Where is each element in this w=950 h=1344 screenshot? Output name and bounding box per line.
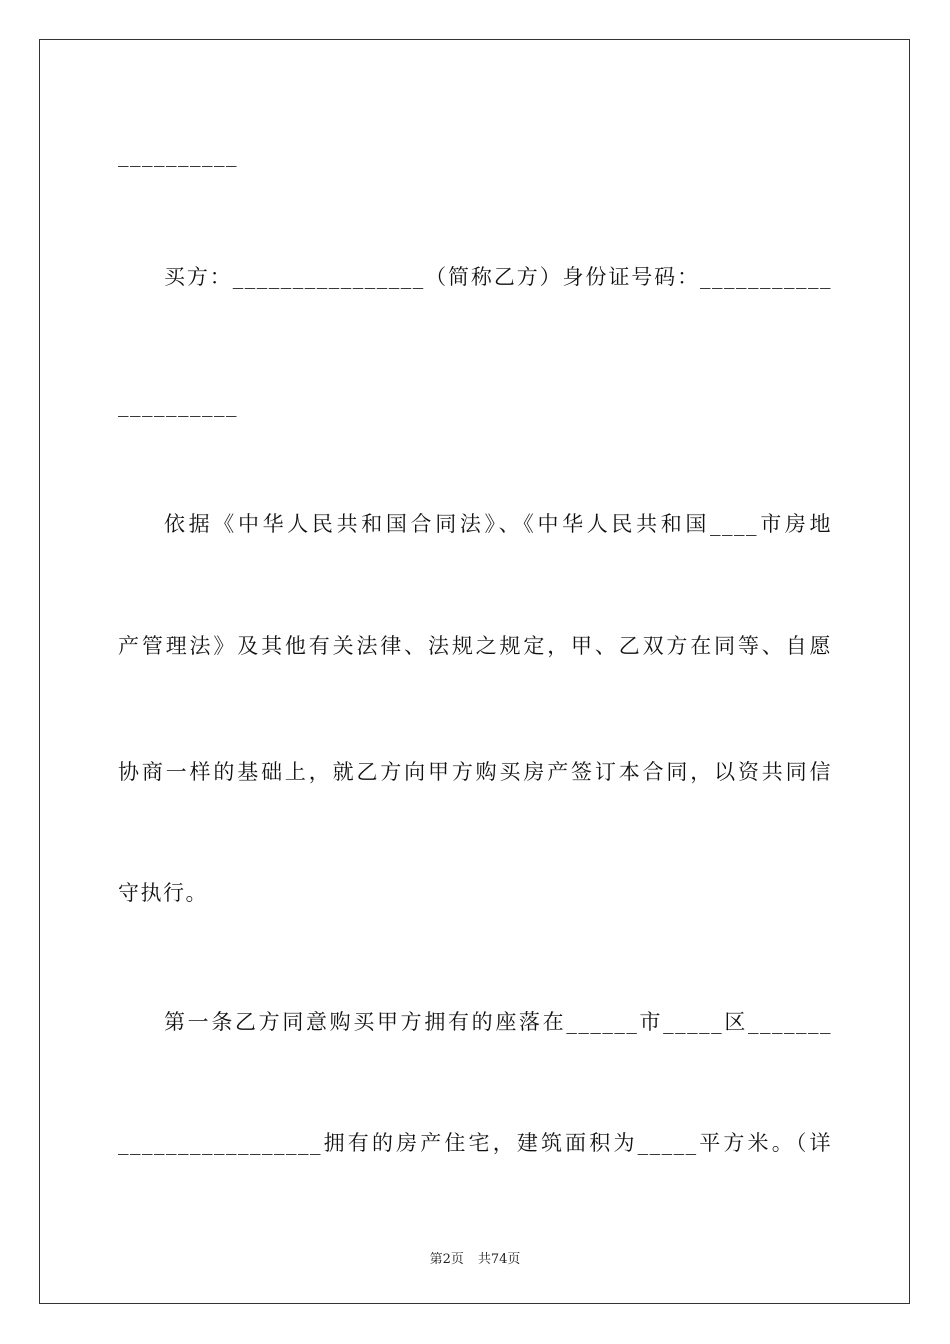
doc-line-9: _________________拥有的房产住宅，建筑面积为_____平方米。（详: [118, 1131, 832, 1155]
doc-line-3: __________: [118, 393, 238, 417]
page-border: [39, 39, 910, 1304]
doc-line-7: 守执行。: [118, 881, 208, 905]
page-footer: [0, 1248, 950, 1267]
doc-line-2: 买方：________________（简称乙方）身份证号码：___________: [164, 265, 832, 289]
doc-line-5: 产管理法》及其他有关法律、法规之规定，甲、乙双方在同等、自愿: [118, 634, 832, 658]
doc-line-1: __________: [118, 143, 238, 167]
page-total: 共74页: [477, 1252, 521, 1267]
doc-line-8: 第一条乙方同意购买甲方拥有的座落在______市_____区_______: [164, 1010, 832, 1034]
page-number: 第2页: [429, 1252, 464, 1267]
doc-line-4: 依据《中华人民共和国合同法》、《中华人民共和国____市房地: [164, 512, 832, 536]
doc-line-6: 协商一样的基础上，就乙方向甲方购买房产签订本合同，以资共同信: [118, 760, 832, 784]
